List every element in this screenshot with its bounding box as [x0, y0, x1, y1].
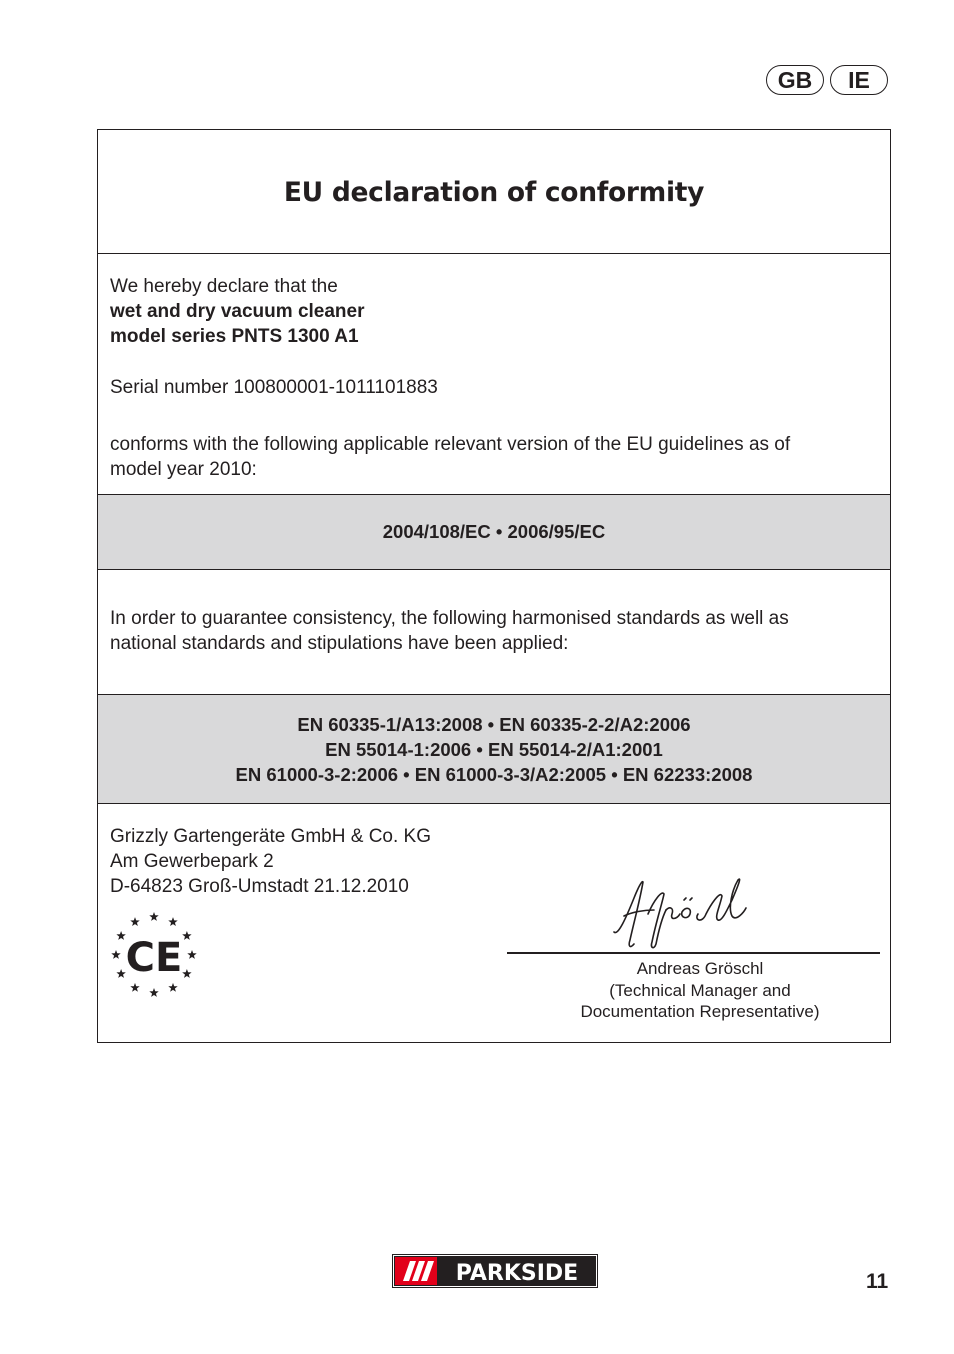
title-section [98, 130, 890, 253]
signature-text: Agröschl [610, 870, 614, 871]
intro-section [98, 253, 890, 494]
brand-name: PARKSIDE [455, 1261, 579, 1286]
serial-number: Serial number 100800001-1011101883 [110, 377, 438, 398]
declaration-box [97, 129, 891, 1043]
signatory-role-line2: Documentation Representative) [580, 1002, 820, 1021]
standards-line: EN 61000-3-2:2006 • EN 61000-3-3/A2:2005 • EN 62233:2008 [235, 764, 753, 785]
company-section [98, 803, 890, 1042]
company-street: Am Gewerbepark 2 [110, 851, 274, 872]
company-address [110, 824, 431, 899]
company-name: Grizzly Gartengeräte GmbH & Co. KG [110, 826, 431, 847]
standards-band [98, 694, 890, 803]
signatory-name: Andreas Gröschl [636, 959, 764, 978]
standards-line: EN 60335-1/A13:2008 • EN 60335-2-2/A2:2006 [297, 714, 691, 735]
standards-intro-line1: In order to guarantee consistency, the following harmonised standards as well as [110, 608, 789, 629]
parkside-logo [392, 1254, 598, 1288]
intro-line: We hereby declare that the [110, 276, 338, 297]
directives-text: 2004/108/EC • 2006/95/EC [382, 521, 606, 542]
model-series: model series PNTS 1300 A1 [110, 326, 359, 347]
signatory-role-line1: (Technical Manager and [609, 980, 791, 1000]
conformity-text-line1: conforms with the following applicable relevant version of the EU guidelines as of [110, 434, 791, 455]
conformity-text [110, 432, 878, 482]
company-city-date: D-64823 Groß-Umstadt 21.12.2010 [110, 876, 409, 897]
directives-band [98, 494, 890, 569]
conformity-text-line2: model year 2010: [110, 459, 257, 480]
page-title: EU declaration of conformity [283, 177, 705, 208]
standards-intro-line2: national standards and stipulations have been applied: [110, 633, 569, 654]
language-badges [766, 65, 888, 95]
standards-intro-section [98, 569, 890, 694]
signatory-block [507, 958, 893, 1023]
standards-line: EN 55014-1:2006 • EN 55014-2/A1:2001 [325, 739, 663, 760]
language-badge-ie: IE [830, 65, 888, 95]
ce-mark-letters: CE [125, 935, 183, 981]
standards-intro-text [110, 606, 878, 656]
signature-graphic [610, 870, 770, 950]
signature-line [507, 952, 880, 954]
page-number: 11 [866, 1270, 889, 1293]
product-name: wet and dry vacuum cleaner [110, 301, 365, 322]
language-badge-gb: GB [766, 65, 824, 95]
ce-mark-icon [108, 910, 200, 1002]
